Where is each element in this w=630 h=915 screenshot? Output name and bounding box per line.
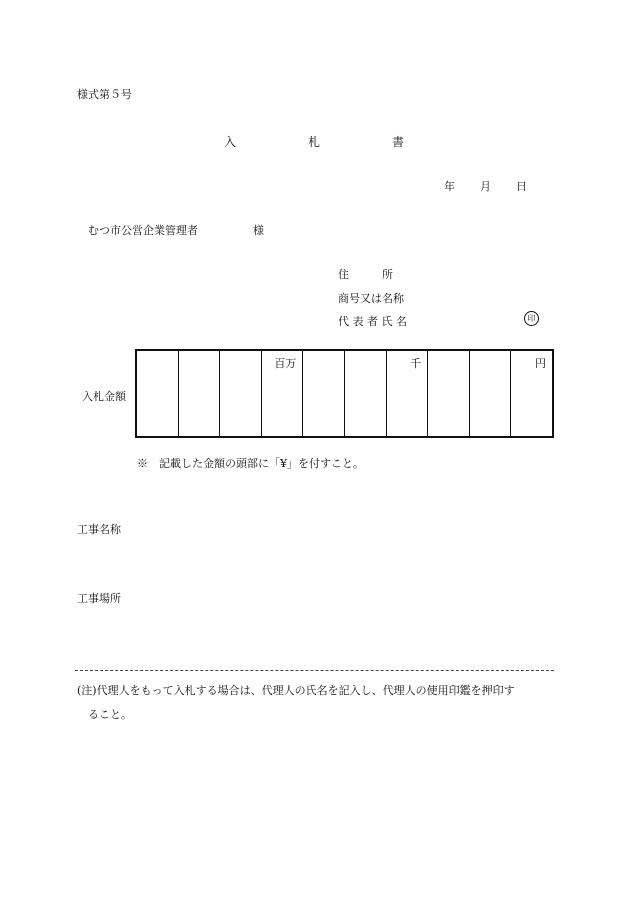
amount-cell[interactable] bbox=[428, 351, 470, 436]
amount-cell-millions[interactable] bbox=[262, 351, 304, 436]
unit-yen: 円 bbox=[534, 357, 546, 370]
amount-cell[interactable] bbox=[303, 351, 345, 436]
seal-icon: 印 bbox=[524, 311, 539, 326]
title-char-2: 札 bbox=[308, 135, 321, 149]
footnote-line-2: ること。 bbox=[88, 708, 132, 721]
amount-label: 入札金額 bbox=[82, 390, 126, 403]
amount-cell-yen[interactable] bbox=[511, 351, 552, 436]
unit-millions: 百万 bbox=[274, 357, 297, 370]
date-year: 年 bbox=[444, 180, 455, 193]
amount-cell[interactable] bbox=[220, 351, 262, 436]
dashed-divider bbox=[75, 670, 554, 671]
amount-cell[interactable] bbox=[137, 351, 179, 436]
bidder-address-label: 住 所 bbox=[338, 268, 393, 281]
work-name-label: 工事名称 bbox=[77, 523, 121, 536]
date-day: 日 bbox=[516, 180, 527, 193]
title-char-3: 書 bbox=[392, 135, 405, 149]
date-month: 月 bbox=[480, 180, 491, 193]
amount-cell-thousands[interactable] bbox=[387, 351, 429, 436]
addressee-name: むつ市公営企業管理者 bbox=[88, 224, 198, 237]
bidder-representative-label: 代 表 者 氏 名 bbox=[338, 315, 407, 328]
addressee-honorific: 様 bbox=[253, 224, 264, 237]
amount-cell[interactable] bbox=[179, 351, 221, 436]
work-place-label: 工事場所 bbox=[77, 592, 121, 605]
title-char-1: 入 bbox=[224, 135, 237, 149]
bidder-company-label: 商号又は名称 bbox=[338, 292, 404, 305]
amount-table bbox=[135, 349, 554, 438]
amount-cell[interactable] bbox=[345, 351, 387, 436]
footnote-line-1: (注)代理人をもって入札する場合は、代理人の氏名を記入し、代理人の使用印鑑を押印す bbox=[77, 684, 515, 697]
amount-note: ※ 記載した金額の頭部に「¥」を付すこと。 bbox=[137, 457, 364, 470]
unit-thousands: 千 bbox=[410, 357, 422, 370]
form-number: 様式第５号 bbox=[77, 88, 132, 101]
amount-cell[interactable] bbox=[470, 351, 512, 436]
